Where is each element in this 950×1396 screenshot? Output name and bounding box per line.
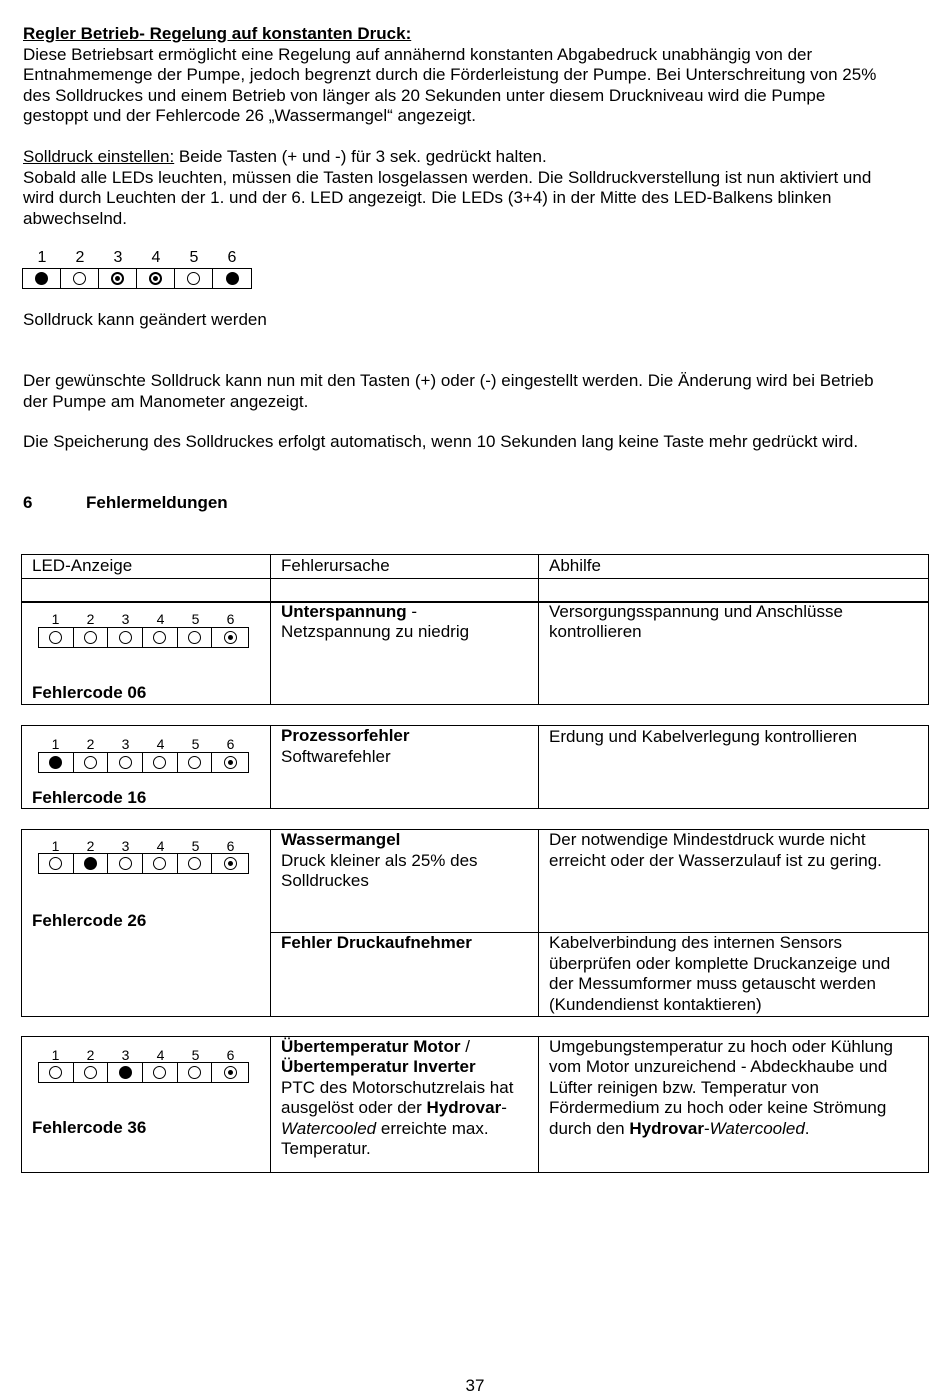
- error-table-header: [21, 554, 929, 603]
- remedy-text: Lüfter reinigen bzw. Temperatur von: [549, 1078, 819, 1097]
- led-off-icon: [49, 1066, 62, 1079]
- led-center-dot-icon: [224, 756, 237, 769]
- remedy-text: Versorgungsspannung und Anschlüsse: [549, 602, 843, 621]
- led-blinking-icon: [111, 272, 124, 285]
- led-on-icon: [119, 1066, 132, 1079]
- regler-line-4: gestoppt und der Fehlercode 26 „Wassermangel“ angezeigt.: [23, 106, 476, 125]
- led-off-icon: [119, 756, 132, 769]
- error-code: Fehlercode 26: [32, 911, 147, 930]
- table-row: [21, 1036, 929, 1173]
- led-bar: [38, 853, 249, 874]
- solldruck-line-1-rest: Beide Tasten (+ und -) für 3 sek. gedrückt halten.: [174, 147, 547, 166]
- solldruck-line-2: Sobald alle LEDs leuchten, müssen die Tasten losgelassen werden. Die Solldruckverstellung ist nun aktiviert und: [23, 168, 872, 187]
- table-row: [21, 725, 929, 809]
- led-bar: [38, 1062, 249, 1083]
- led-number: 1: [51, 838, 60, 854]
- led-number: 6: [226, 611, 235, 627]
- led-number: 5: [189, 249, 199, 266]
- regler-line-1: Diese Betriebsart ermöglicht eine Regelung auf annähernd konstanten Abgabedruck unabhängig von der: [23, 45, 813, 64]
- led-number: 3: [113, 249, 123, 266]
- solldruck-para3: Die Speicherung des Solldruckes erfolgt automatisch, wenn 10 Sekunden lang keine Taste mehr gedrückt wird.: [23, 432, 859, 451]
- header-led-anzeige: LED-Anzeige: [32, 556, 133, 575]
- remedy-text: Umgebungstemperatur zu hoch oder Kühlung: [549, 1037, 893, 1056]
- led-on-icon: [49, 756, 62, 769]
- led-number: 4: [151, 249, 161, 266]
- led-off-icon: [119, 857, 132, 870]
- regler-line-3: des Solldruckes und einem Betrieb von länger als 20 Sekunden unter diesem Druckniveau wird die Pumpe: [23, 86, 826, 105]
- header-abhilfe: Abhilfe: [549, 556, 601, 575]
- led-number: 4: [156, 736, 165, 752]
- led-number: 1: [51, 1047, 60, 1063]
- led-off-icon: [84, 1066, 97, 1079]
- cause-text: Druck kleiner als 25% des: [281, 851, 478, 870]
- led-off-icon: [153, 756, 166, 769]
- table-row: [21, 829, 929, 1017]
- cause-title: Übertemperatur Motor /: [281, 1037, 470, 1056]
- header-fehlerursache: Fehlerursache: [281, 556, 390, 575]
- cause-text: ausgelöst oder der Hydrovar-: [281, 1098, 507, 1117]
- led-off-icon: [188, 756, 201, 769]
- led-number: 5: [191, 1047, 200, 1063]
- led-number: 6: [226, 736, 235, 752]
- led-number: 1: [37, 249, 47, 266]
- solldruck-para2-line-2: der Pumpe am Manometer angezeigt.: [23, 392, 309, 411]
- solldruck-line-1: [23, 147, 923, 167]
- cause-title: Übertemperatur Inverter: [281, 1057, 476, 1076]
- section-title: Fehlermeldungen: [86, 493, 228, 512]
- cause-text: Temperatur.: [281, 1139, 371, 1158]
- remedy-text: überprüfen oder komplette Druckanzeige und: [549, 954, 891, 973]
- led-number: 2: [86, 611, 95, 627]
- led-number: 6: [226, 838, 235, 854]
- led-blinking-icon: [149, 272, 162, 285]
- led-off-icon: [49, 857, 62, 870]
- led-off-icon: [119, 631, 132, 644]
- led-number: 3: [121, 736, 130, 752]
- error-code: Fehlercode 06: [32, 683, 147, 702]
- remedy-text: Kabelverbindung des internen Sensors: [549, 933, 842, 952]
- led-off-icon: [188, 857, 201, 870]
- section-number: 6: [23, 493, 33, 512]
- led-number: 5: [191, 611, 200, 627]
- led-center-dot-icon: [224, 857, 237, 870]
- cause-title: Unterspannung -: [281, 602, 417, 621]
- remedy-text: (Kundendienst kontaktieren): [549, 995, 762, 1014]
- led-on-icon: [35, 272, 48, 285]
- cause-text: PTC des Motorschutzrelais hat: [281, 1078, 514, 1097]
- page-number: 37: [465, 1376, 485, 1395]
- led-number: 6: [227, 249, 237, 266]
- led-off-icon: [73, 272, 86, 285]
- led-number: 4: [156, 611, 165, 627]
- remedy-text: der Messumformer muss getauscht werden: [549, 974, 876, 993]
- remedy-text: erreicht oder der Wasserzulauf ist zu gering.: [549, 851, 882, 870]
- led-on-icon: [226, 272, 239, 285]
- error-code: Fehlercode 16: [32, 788, 147, 807]
- led-bar: [38, 752, 249, 773]
- cause-title: Prozessorfehler: [281, 726, 410, 745]
- led-off-icon: [188, 1066, 201, 1079]
- cause-text: Netzspannung zu niedrig: [281, 622, 470, 641]
- led-numbers: [23, 249, 251, 267]
- led-center-dot-icon: [224, 1066, 237, 1079]
- led-number: 1: [51, 611, 60, 627]
- solldruck-caption: Solldruck kann geändert werden: [23, 310, 267, 329]
- led-number: 4: [156, 838, 165, 854]
- led-number: 3: [121, 611, 130, 627]
- remedy-text: Der notwendige Mindestdruck wurde nicht: [549, 830, 866, 849]
- solldruck-line-3: wird durch Leuchten der 1. und der 6. LED angezeigt. Die LEDs (3+4) in der Mitte des LED-Balkens blinken: [23, 188, 832, 207]
- led-number: 5: [191, 736, 200, 752]
- table-row: [21, 601, 929, 705]
- remedy-text: Erdung und Kabelverlegung kontrollieren: [549, 727, 858, 746]
- remedy-text: vom Motor unzureichend - Abdeckhaube und: [549, 1057, 888, 1076]
- led-off-icon: [187, 272, 200, 285]
- section-heading-regler: Regler Betrieb- Regelung auf konstanten Druck:: [23, 24, 412, 43]
- remedy-text: kontrollieren: [549, 622, 642, 641]
- error-code: Fehlercode 36: [32, 1118, 147, 1137]
- led-off-icon: [153, 1066, 166, 1079]
- led-off-icon: [153, 631, 166, 644]
- remedy-text: durch den Hydrovar-Watercooled.: [549, 1119, 810, 1138]
- remedy-text: Fördermedium zu hoch oder keine Strömung: [549, 1098, 887, 1117]
- led-off-icon: [153, 857, 166, 870]
- led-number: 3: [121, 838, 130, 854]
- led-off-icon: [84, 756, 97, 769]
- led-number: 2: [86, 1047, 95, 1063]
- led-number: 6: [226, 1047, 235, 1063]
- led-on-icon: [84, 857, 97, 870]
- cause-title: Fehler Druckaufnehmer: [281, 933, 472, 952]
- cause-title: Wassermangel: [281, 830, 401, 849]
- solldruck-label: Solldruck einstellen:: [23, 147, 175, 166]
- cause-text: Watercooled erreichte max.: [281, 1119, 489, 1138]
- cause-text: Softwarefehler: [281, 747, 391, 766]
- solldruck-para2-line-1: Der gewünschte Solldruck kann nun mit den Tasten (+) oder (-) eingestellt werden. Die Änderung wird bei Betrieb: [23, 371, 874, 390]
- led-number: 2: [75, 249, 85, 266]
- regler-line-2: Entnahmemenge der Pumpe, jedoch begrenzt durch die Förderleistung der Pumpe. Bei Unterschreitung von 25%: [23, 65, 877, 84]
- led-number: 2: [86, 838, 95, 854]
- led-off-icon: [84, 631, 97, 644]
- led-center-dot-icon: [224, 631, 237, 644]
- led-number: 3: [121, 1047, 130, 1063]
- cause-text: Solldruckes: [281, 871, 369, 890]
- led-number: 4: [156, 1047, 165, 1063]
- led-number: 2: [86, 736, 95, 752]
- led-number: 1: [51, 736, 60, 752]
- led-off-icon: [49, 631, 62, 644]
- solldruck-line-4: abwechselnd.: [23, 209, 127, 228]
- led-off-icon: [188, 631, 201, 644]
- led-number: 5: [191, 838, 200, 854]
- led-bar: [38, 627, 249, 648]
